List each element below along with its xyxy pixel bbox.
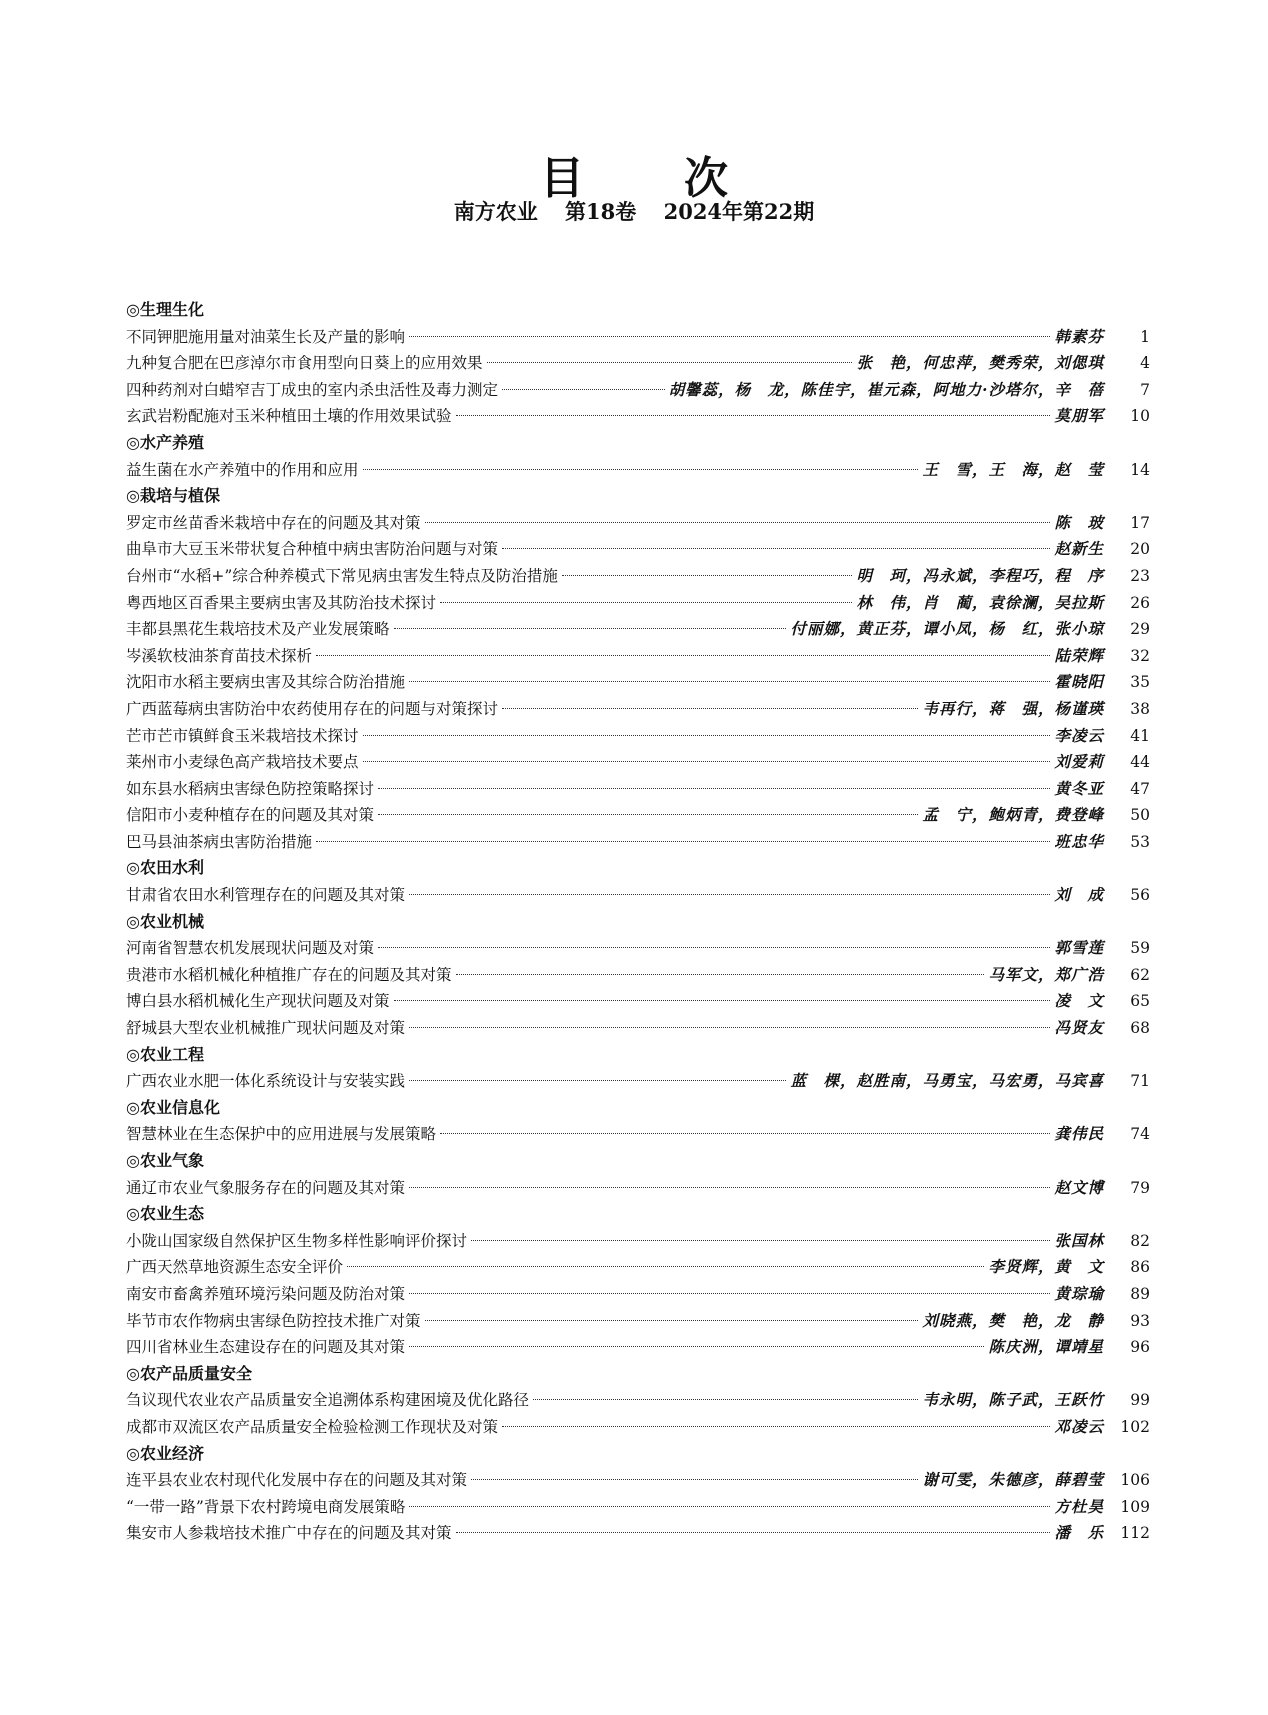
toc-entry[interactable] xyxy=(126,696,1150,723)
article-title[interactable]: 成都市双流区农产品质量安全检验检测工作现状及对策 xyxy=(126,1417,499,1436)
page-number: 62 xyxy=(1130,965,1150,984)
article-authors: 郭雪莲 xyxy=(1054,938,1104,958)
page-number: 47 xyxy=(1130,779,1150,798)
article-title[interactable]: 四种药剂对白蜡窄吉丁成虫的室内杀虫活性及毒力测定 xyxy=(126,380,499,399)
article-title[interactable]: 罗定市丝苗香米栽培中存在的问题及其对策 xyxy=(126,513,421,532)
article-authors: 赵新生 xyxy=(1054,539,1104,559)
page-number: 1 xyxy=(1140,327,1150,346)
page-number: 79 xyxy=(1130,1178,1150,1197)
table-of-contents xyxy=(126,297,1150,1547)
page-number: 71 xyxy=(1130,1072,1150,1091)
page-number: 89 xyxy=(1130,1284,1150,1303)
toc-entry[interactable] xyxy=(126,829,1150,856)
article-title[interactable]: 信阳市小麦种植存在的问题及其对策 xyxy=(126,806,375,825)
article-title[interactable]: 九种复合肥在巴彦淖尔市食用型向日葵上的应用效果 xyxy=(126,354,483,373)
toc-entry[interactable] xyxy=(126,616,1150,643)
toc-entry[interactable] xyxy=(126,1175,1150,1202)
article-authors: 陈庆洲，谭靖星 xyxy=(988,1337,1104,1357)
article-authors: 张 艳，何忠萍，樊秀荣，刘偲琪 xyxy=(856,353,1104,373)
article-title[interactable]: 台州市“水稻+”综合种养模式下常见病虫害发生特点及防治措施 xyxy=(126,566,558,585)
article-authors: 班忠华 xyxy=(1054,831,1104,851)
dot-leader xyxy=(409,1079,786,1081)
article-title[interactable]: 智慧林业在生态保护中的应用进展与发展策略 xyxy=(126,1125,437,1144)
dot-leader xyxy=(378,813,918,815)
page-number: 96 xyxy=(1130,1338,1150,1357)
section-heading: ◎农业工程 xyxy=(126,1044,204,1064)
article-title[interactable]: 丰都县黑花生栽培技术及产业发展策略 xyxy=(126,620,390,639)
dot-leader xyxy=(425,521,1051,523)
article-title[interactable]: 如东县水稻病虫害绿色防控策略探讨 xyxy=(126,779,375,798)
article-authors: 黄琮瑜 xyxy=(1054,1283,1104,1303)
toc-entry[interactable] xyxy=(126,1015,1150,1042)
dot-leader xyxy=(409,1505,1050,1507)
article-authors: 龚伟民 xyxy=(1054,1124,1104,1144)
toc-entry[interactable] xyxy=(126,962,1150,989)
page-number: 93 xyxy=(1130,1311,1150,1330)
dot-leader xyxy=(487,361,853,363)
article-authors: 赵文博 xyxy=(1054,1177,1104,1197)
toc-entry[interactable] xyxy=(126,749,1150,776)
page-number: 74 xyxy=(1130,1125,1150,1144)
dot-leader xyxy=(363,734,1051,736)
page-number: 20 xyxy=(1130,540,1150,559)
toc-entry[interactable] xyxy=(126,1121,1150,1148)
article-authors: 付丽娜，黄正芬，谭小凤，杨 红，张小琼 xyxy=(790,619,1104,639)
toc-entry[interactable] xyxy=(126,988,1150,1015)
toc-entry[interactable] xyxy=(126,324,1150,351)
article-title[interactable]: 莱州市小麦绿色高产栽培技术要点 xyxy=(126,753,359,772)
article-title[interactable]: 甘肃省农田水利管理存在的问题及其对策 xyxy=(126,886,406,905)
article-title[interactable]: 小陇山国家级自然保护区生物多样性影响评价探讨 xyxy=(126,1231,468,1250)
section-heading: ◎农田水利 xyxy=(126,858,204,878)
page-number: 41 xyxy=(1130,726,1150,745)
toc-entry[interactable] xyxy=(126,1068,1150,1095)
article-title[interactable]: 芒市芒市镇鲜食玉米栽培技术探讨 xyxy=(126,726,359,745)
toc-entry[interactable] xyxy=(126,1414,1150,1441)
page-number: 17 xyxy=(1130,513,1150,532)
page-number: 29 xyxy=(1130,620,1150,639)
article-authors: 明 珂，冯永斌，李程巧，程 序 xyxy=(856,565,1104,585)
page-number: 102 xyxy=(1120,1417,1150,1436)
page-number: 14 xyxy=(1130,460,1150,479)
page-number: 56 xyxy=(1130,886,1150,905)
article-title[interactable]: 刍议现代农业农产品质量安全追溯体系构建困境及优化路径 xyxy=(126,1391,530,1410)
journal-name: 南方农业 xyxy=(453,199,538,224)
toc-entry[interactable] xyxy=(126,1520,1150,1547)
page-number: 35 xyxy=(1130,673,1150,692)
dot-leader xyxy=(409,1345,984,1347)
article-authors: 李凌云 xyxy=(1054,725,1104,745)
toc-entry[interactable] xyxy=(126,723,1150,750)
article-authors: 蓝 棵，赵胜南，马勇宝，马宏勇，马宾喜 xyxy=(790,1071,1104,1091)
article-title[interactable]: 巴马县油茶病虫害防治措施 xyxy=(126,832,313,851)
article-authors: 潘 乐 xyxy=(1054,1523,1104,1543)
page-number: 112 xyxy=(1120,1524,1150,1543)
article-authors: 胡馨蕊，杨 龙，陈佳宇，崔元森，阿地力·沙塔尔，辛 蓓 xyxy=(668,379,1104,399)
dot-leader xyxy=(456,414,1051,416)
toc-entry[interactable] xyxy=(126,457,1150,484)
toc-entry[interactable] xyxy=(126,1281,1150,1308)
dot-leader xyxy=(316,654,1050,656)
article-authors: 凌 文 xyxy=(1054,991,1104,1011)
dot-leader xyxy=(409,680,1050,682)
article-title[interactable]: 广西天然草地资源生态安全评价 xyxy=(126,1258,344,1277)
article-authors: 邓凌云 xyxy=(1054,1416,1104,1436)
page-title: 目 次 xyxy=(540,153,756,204)
dot-leader xyxy=(502,1425,1050,1427)
page-number: 53 xyxy=(1130,832,1150,851)
article-title[interactable]: 博白县水稻机械化生产现状问题及对策 xyxy=(126,992,390,1011)
page-number: 38 xyxy=(1130,699,1150,718)
page-number: 68 xyxy=(1130,1019,1150,1038)
page-number: 23 xyxy=(1130,566,1150,585)
article-title[interactable]: “一带一路”背景下农村跨境电商发展策略 xyxy=(126,1497,406,1516)
article-authors: 韦永明，陈子武，王跃竹 xyxy=(922,1390,1104,1410)
article-authors: 冯贤友 xyxy=(1054,1018,1104,1038)
page-number: 86 xyxy=(1130,1258,1150,1277)
page-number: 109 xyxy=(1120,1497,1150,1516)
article-authors: 张国林 xyxy=(1054,1230,1104,1250)
dot-leader xyxy=(363,760,1051,762)
section-heading: ◎农业信息化 xyxy=(126,1097,220,1117)
article-authors: 谢可雯，朱德彦，薛碧莹 xyxy=(922,1470,1104,1490)
toc-entry[interactable] xyxy=(126,590,1150,617)
section-heading: ◎农业机械 xyxy=(126,911,204,931)
article-authors: 方杜昊 xyxy=(1054,1496,1104,1516)
issue-info xyxy=(0,196,1268,226)
page-number: 59 xyxy=(1130,939,1150,958)
page-number: 65 xyxy=(1130,992,1150,1011)
article-authors: 刘爱莉 xyxy=(1054,752,1104,772)
dot-leader xyxy=(409,335,1050,337)
article-authors: 马军文，郑广浩 xyxy=(988,964,1104,984)
dot-leader xyxy=(471,1239,1050,1241)
article-authors: 韩素芬 xyxy=(1054,326,1104,346)
toc-entry[interactable] xyxy=(126,1228,1150,1255)
page-number: 44 xyxy=(1130,753,1150,772)
article-title[interactable]: 南安市畜禽养殖环境污染问题及防治对策 xyxy=(126,1284,406,1303)
page-number: 50 xyxy=(1130,806,1150,825)
dot-leader xyxy=(394,999,1051,1001)
article-title[interactable]: 岑溪软枝油茶育苗技术探析 xyxy=(126,646,313,665)
dot-leader xyxy=(347,1265,984,1267)
toc-entry[interactable] xyxy=(126,669,1150,696)
article-authors: 莫朋军 xyxy=(1054,406,1104,426)
volume-label: 第18卷 xyxy=(565,199,637,224)
article-title[interactable]: 广西蓝莓病虫害防治中农药使用存在的问题与对策探讨 xyxy=(126,699,499,718)
article-title[interactable]: 四川省林业生态建设存在的问题及其对策 xyxy=(126,1338,406,1357)
article-title[interactable]: 不同钾肥施用量对油菜生长及产量的影响 xyxy=(126,327,406,346)
article-authors: 刘晓燕，樊 艳，龙 静 xyxy=(922,1310,1104,1330)
toc-entry[interactable] xyxy=(126,1494,1150,1521)
toc-entry[interactable] xyxy=(126,776,1150,803)
article-title[interactable]: 广西农业水肥一体化系统设计与安装实践 xyxy=(126,1072,406,1091)
section-heading: ◎农业气象 xyxy=(126,1151,204,1170)
dot-leader xyxy=(562,574,853,576)
dot-leader xyxy=(502,388,665,390)
toc-entry[interactable] xyxy=(126,510,1150,537)
article-authors: 林 伟，肖 蔺，袁徐澜，吴拉斯 xyxy=(856,592,1104,612)
toc-entry[interactable] xyxy=(126,1334,1150,1361)
article-authors: 陈 玻 xyxy=(1054,512,1104,532)
toc-entry[interactable] xyxy=(126,1254,1150,1281)
dot-leader xyxy=(409,1292,1050,1294)
dot-leader xyxy=(440,1132,1050,1134)
dot-leader xyxy=(409,893,1050,895)
toc-entry[interactable] xyxy=(126,882,1150,909)
toc-entry[interactable] xyxy=(126,643,1150,670)
article-authors: 黄冬亚 xyxy=(1054,778,1104,798)
article-title[interactable]: 粤西地区百香果主要病虫害及其防治技术探讨 xyxy=(126,593,437,612)
dot-leader xyxy=(363,468,919,470)
toc-entry[interactable] xyxy=(126,563,1150,590)
article-title[interactable]: 曲阜市大豆玉米带状复合种植中病虫害防治问题与对策 xyxy=(126,540,499,559)
dot-leader xyxy=(456,973,985,975)
dot-leader xyxy=(378,946,1050,948)
article-authors: 陆荣辉 xyxy=(1054,645,1104,665)
page-number: 10 xyxy=(1130,407,1150,426)
article-title[interactable]: 通辽市农业气象服务存在的问题及其对策 xyxy=(126,1178,406,1197)
article-title[interactable]: 玄武岩粉配施对玉米种植田土壤的作用效果试验 xyxy=(126,407,452,426)
article-title[interactable]: 益生菌在水产养殖中的作用和应用 xyxy=(126,460,359,479)
toc-entry[interactable] xyxy=(126,935,1150,962)
article-authors: 韦再行，蒋 强，杨谨瑛 xyxy=(922,698,1104,718)
toc-entry[interactable] xyxy=(126,536,1150,563)
dot-leader xyxy=(456,1531,1051,1533)
page-number: 26 xyxy=(1130,593,1150,612)
page-number: 99 xyxy=(1130,1391,1150,1410)
toc-entry[interactable] xyxy=(126,802,1150,829)
article-authors: 王 雪，王 海，赵 莹 xyxy=(922,459,1104,479)
section-heading: ◎栽培与植保 xyxy=(126,486,220,506)
dot-leader xyxy=(502,547,1050,549)
article-title[interactable]: 贵港市水稻机械化种植推广存在的问题及其对策 xyxy=(126,965,452,984)
page-number: 82 xyxy=(1130,1231,1150,1250)
section-heading: ◎农业生态 xyxy=(126,1204,204,1224)
toc-entry[interactable] xyxy=(126,350,1150,377)
dot-leader xyxy=(502,707,918,709)
article-authors: 刘 成 xyxy=(1054,885,1104,905)
dot-leader xyxy=(425,1319,919,1321)
article-title[interactable]: 沈阳市水稻主要病虫害及其综合防治措施 xyxy=(126,673,406,692)
page-number: 106 xyxy=(1120,1471,1150,1490)
article-title[interactable]: 河南省智慧农机发展现状问题及对策 xyxy=(126,939,375,958)
section-heading: ◎生理生化 xyxy=(126,300,204,319)
dot-leader xyxy=(440,601,852,603)
toc-entry[interactable] xyxy=(126,377,1150,404)
article-title[interactable]: 连平县农业农村现代化发展中存在的问题及其对策 xyxy=(126,1471,468,1490)
section-heading: ◎水产养殖 xyxy=(126,432,204,452)
toc-entry[interactable] xyxy=(126,1308,1150,1335)
article-authors: 孟 宁，鲍炳青，费登峰 xyxy=(922,805,1104,825)
page-number: 32 xyxy=(1130,646,1150,665)
dot-leader xyxy=(394,627,787,629)
page-number: 7 xyxy=(1140,380,1150,399)
dot-leader xyxy=(409,1186,1050,1188)
article-authors: 李贤辉，黄 文 xyxy=(988,1257,1104,1277)
section-heading: ◎农业经济 xyxy=(126,1443,204,1463)
toc-entry[interactable] xyxy=(126,403,1150,430)
dot-leader xyxy=(533,1398,918,1400)
page-number: 4 xyxy=(1140,354,1150,373)
dot-leader xyxy=(378,787,1050,789)
toc-entry[interactable] xyxy=(126,1467,1150,1494)
article-title[interactable]: 舒城县大型农业机械推广现状问题及对策 xyxy=(126,1019,406,1038)
article-authors: 霍晓阳 xyxy=(1054,672,1104,692)
section-heading: ◎农产品质量安全 xyxy=(126,1363,252,1383)
dot-leader xyxy=(316,840,1050,842)
issue-label: 2024年第22期 xyxy=(663,199,815,224)
dot-leader xyxy=(471,1478,918,1480)
toc-entry[interactable] xyxy=(126,1387,1150,1414)
article-title[interactable]: 毕节市农作物病虫害绿色防控技术推广对策 xyxy=(126,1311,421,1330)
article-title[interactable]: 集安市人参栽培技术推广中存在的问题及其对策 xyxy=(126,1524,452,1543)
dot-leader xyxy=(409,1026,1050,1028)
